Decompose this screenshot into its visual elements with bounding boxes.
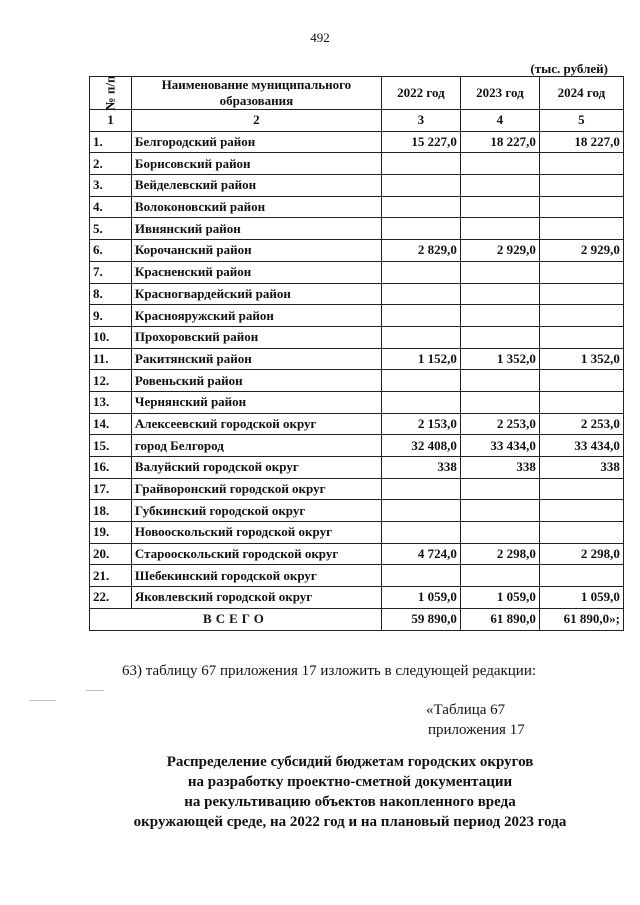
table-row [90,153,624,175]
row-value-2024 [539,370,623,392]
table-row [90,522,624,544]
row-name: Краснояружский район [131,305,381,327]
row-value-2022 [381,500,460,522]
row-value-2024 [539,261,623,283]
row-number: 22. [90,587,132,609]
row-value-2023 [460,196,539,218]
row-name: Яковлевский городской округ [131,587,381,609]
row-number: 21. [90,565,132,587]
total-2023: 61 890,0 [460,608,539,630]
subsidy-table [89,76,624,631]
header-2024: 2024 год [539,77,623,110]
row-number: 14. [90,413,132,435]
row-value-2022 [381,153,460,175]
row-value-2024: 2 253,0 [539,413,623,435]
row-number: 3. [90,175,132,197]
table-row [90,587,624,609]
row-value-2024 [539,196,623,218]
row-value-2023 [460,326,539,348]
section-title [0,752,640,832]
row-value-2022: 4 724,0 [381,543,460,565]
row-value-2022: 2 153,0 [381,413,460,435]
title-line: окружающей среде, на 2022 год и на плановый период 2023 года [133,814,567,830]
row-value-2022 [381,261,460,283]
row-number: 9. [90,305,132,327]
row-number: 15. [90,435,132,457]
row-name: Грайворонский городской округ [131,478,381,500]
table-header-row [90,77,624,110]
row-number: 4. [90,196,132,218]
row-name: Вейделевский район [131,175,381,197]
table-row [90,283,624,305]
row-name: Ракитянский район [131,348,381,370]
row-name: Старооскольский городской округ [131,543,381,565]
row-value-2023 [460,391,539,413]
row-value-2024 [539,305,623,327]
row-number: 10. [90,326,132,348]
row-number: 12. [90,370,132,392]
row-value-2022: 15 227,0 [381,131,460,153]
row-value-2024: 2 298,0 [539,543,623,565]
row-name: Ровеньский район [131,370,381,392]
total-label: ВСЕГО [90,608,382,630]
row-value-2022 [381,522,460,544]
table-reference [426,700,525,740]
row-name: Красногвардейский район [131,283,381,305]
row-value-2024 [539,522,623,544]
index-cell: 2 [131,110,381,132]
row-value-2023: 2 929,0 [460,240,539,262]
row-value-2023 [460,261,539,283]
table-row [90,348,624,370]
total-2022: 59 890,0 [381,608,460,630]
total-2024: 61 890,0»; [539,608,623,630]
scan-artifact [86,690,104,691]
row-value-2024 [539,565,623,587]
row-name: Прохоровский район [131,326,381,348]
row-value-2024 [539,175,623,197]
table-row [90,565,624,587]
row-number: 8. [90,283,132,305]
row-value-2024: 2 929,0 [539,240,623,262]
table-row [90,457,624,479]
row-value-2023 [460,565,539,587]
row-name: Белгородский район [131,131,381,153]
index-cell: 1 [90,110,132,132]
row-value-2023: 1 059,0 [460,587,539,609]
row-number: 6. [90,240,132,262]
units-label: (тыс. рублей) [530,61,608,76]
row-value-2024 [539,153,623,175]
amendment-paragraph: 63) таблицу 67 приложения 17 изложить в следующей редакции: [122,663,537,679]
row-number: 18. [90,500,132,522]
row-value-2023 [460,175,539,197]
row-value-2022 [381,478,460,500]
row-value-2022 [381,326,460,348]
title-line: Распределение субсидий бюджетам городских округов [166,754,534,770]
table-row [90,326,624,348]
index-cell: 3 [381,110,460,132]
row-value-2024: 338 [539,457,623,479]
row-number: 20. [90,543,132,565]
row-value-2023 [460,500,539,522]
table-row [90,175,624,197]
title-line: на рекультивацию объектов накопленного вреда [184,794,516,810]
row-number: 2. [90,153,132,175]
row-value-2022: 1 152,0 [381,348,460,370]
row-value-2024 [539,326,623,348]
row-value-2024: 33 434,0 [539,435,623,457]
page-number: 492 [310,30,330,45]
row-number: 16. [90,457,132,479]
table-row [90,218,624,240]
table-row [90,500,624,522]
row-value-2024 [539,478,623,500]
table-row [90,240,624,262]
row-number: 7. [90,261,132,283]
table-row [90,413,624,435]
row-name: Борисовский район [131,153,381,175]
table-ref-line: приложения 17 [428,722,525,738]
row-value-2022: 32 408,0 [381,435,460,457]
header-2023: 2023 год [460,77,539,110]
index-row [90,110,624,132]
row-value-2023 [460,370,539,392]
row-value-2022 [381,565,460,587]
row-name: Губкинский городской округ [131,500,381,522]
table-row [90,196,624,218]
row-value-2022 [381,283,460,305]
row-value-2024: 1 059,0 [539,587,623,609]
row-name: Чернянский район [131,391,381,413]
row-value-2022 [381,305,460,327]
table-row [90,543,624,565]
row-number: 19. [90,522,132,544]
table-row [90,435,624,457]
table-body [90,131,624,608]
row-name: Волоконовский район [131,196,381,218]
row-name: Валуйский городской округ [131,457,381,479]
row-name: город Белгород [131,435,381,457]
row-name: Алексеевский городской округ [131,413,381,435]
table-row [90,478,624,500]
row-name: Новооскольский городской округ [131,522,381,544]
row-number: 17. [90,478,132,500]
header-num: № п/п [90,77,132,110]
row-value-2023 [460,283,539,305]
row-value-2023: 18 227,0 [460,131,539,153]
row-value-2022: 1 059,0 [381,587,460,609]
row-value-2024 [539,218,623,240]
row-value-2024 [539,500,623,522]
table-row [90,391,624,413]
table-row [90,131,624,153]
scan-artifact [30,700,56,701]
row-value-2022 [381,218,460,240]
total-row [90,608,624,630]
row-value-2023: 338 [460,457,539,479]
header-name: Наименование муниципального образования [131,77,381,110]
table-ref-line: «Таблица 67 [426,702,506,718]
row-value-2023 [460,522,539,544]
row-name: Красненский район [131,261,381,283]
row-value-2023 [460,218,539,240]
row-number: 11. [90,348,132,370]
row-value-2023 [460,478,539,500]
index-cell: 4 [460,110,539,132]
row-value-2023: 2 298,0 [460,543,539,565]
title-line: на разработку проектно-сметной документации [187,774,513,790]
row-number: 5. [90,218,132,240]
row-value-2022 [381,370,460,392]
row-value-2022: 338 [381,457,460,479]
row-value-2023 [460,153,539,175]
row-name: Шебекинский городской округ [131,565,381,587]
row-name: Корочанский район [131,240,381,262]
row-value-2023: 1 352,0 [460,348,539,370]
table-row [90,305,624,327]
row-value-2022 [381,391,460,413]
table-row [90,370,624,392]
row-value-2024: 18 227,0 [539,131,623,153]
row-value-2023 [460,305,539,327]
row-value-2024: 1 352,0 [539,348,623,370]
row-value-2023: 2 253,0 [460,413,539,435]
row-name: Ивнянский район [131,218,381,240]
table-row [90,261,624,283]
row-value-2022 [381,175,460,197]
row-value-2022 [381,196,460,218]
row-value-2024 [539,283,623,305]
row-number: 13. [90,391,132,413]
row-value-2024 [539,391,623,413]
row-number: 1. [90,131,132,153]
index-cell: 5 [539,110,623,132]
header-2022: 2022 год [381,77,460,110]
row-value-2023: 33 434,0 [460,435,539,457]
row-value-2022: 2 829,0 [381,240,460,262]
